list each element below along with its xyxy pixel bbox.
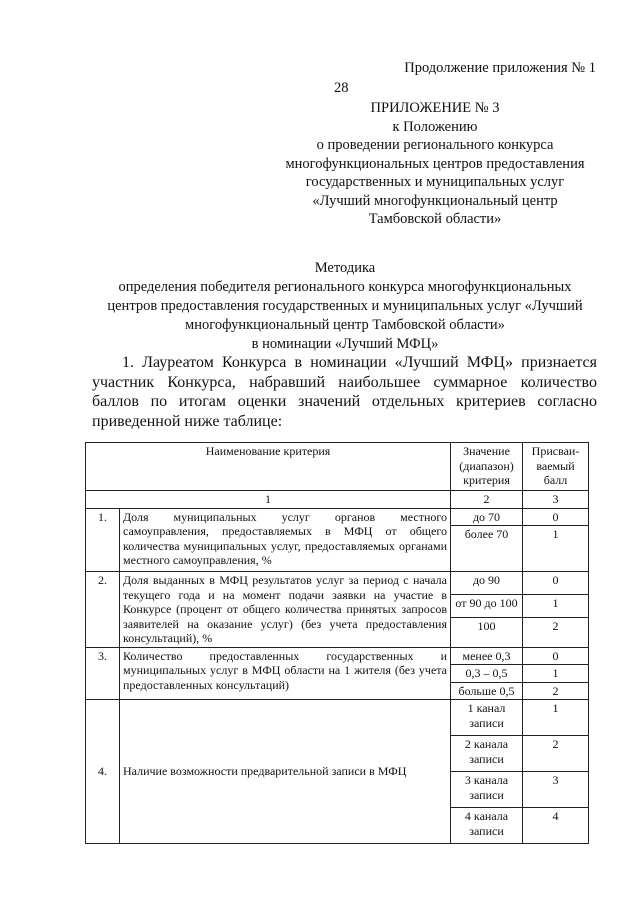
appendix-heading [270, 99, 600, 229]
column-number: 2 [451, 491, 523, 509]
method-heading [40, 259, 640, 354]
appendix-line: к Положению [392, 118, 478, 135]
criterion-score: 1 [523, 700, 589, 736]
method-title: Методика [314, 260, 376, 276]
row-number: 3. [86, 647, 120, 700]
criterion-score: 1 [523, 665, 589, 683]
criterion-score: 0 [523, 572, 589, 595]
column-number: 1 [86, 491, 451, 509]
criterion-value: 100 [451, 617, 523, 647]
appendix-line: о проведении регионального конкурса [316, 137, 554, 153]
criterion-score: 3 [523, 772, 589, 808]
criterion-text: Доля муниципальных услуг органов местного самоуправления, предоставляемых в МФЦ от общего количества муниципальных услуг, предоставляемых органами местного самоуправления, % [120, 508, 451, 572]
criterion-score: 2 [523, 736, 589, 772]
column-number: 3 [523, 491, 589, 509]
table-row [86, 572, 589, 595]
appendix-line: многофункциональных центров предоставления [285, 155, 585, 172]
row-number: 2. [86, 572, 120, 648]
criterion-value: 0,3 – 0,5 [451, 665, 523, 683]
header-value: Значение (диапазон) критерия [451, 443, 523, 491]
header-criterion-name: Наименование критерия [86, 443, 451, 491]
table-row [86, 508, 589, 526]
criterion-value: до 90 [451, 572, 523, 595]
criterion-value: 3 канала записи [451, 772, 523, 808]
criterion-value: более 70 [451, 526, 523, 572]
row-number: 1. [86, 508, 120, 572]
criterion-score: 1 [523, 594, 589, 617]
intro-paragraph: 1. Лауреатом Конкурса в номинации «Лучший МФЦ» признается участник Конкурса, набравший наибольшее суммарное количество баллов по итогам оценки значений отдельных критериев согласно приведенной ниже таблице: [92, 354, 597, 430]
criteria-table [85, 442, 589, 844]
criterion-score: 0 [523, 647, 589, 665]
row-number: 4. [86, 700, 120, 844]
criterion-value: до 70 [451, 508, 523, 526]
method-line: в номинации «Лучший МФЦ» [251, 336, 439, 352]
page-number: 28 [334, 80, 349, 96]
header-score: Присваи- ваемый балл [523, 443, 589, 491]
appendix-line: «Лучший многофункциональный центр [312, 192, 558, 209]
table-row [86, 647, 589, 665]
criterion-text: Доля выданных в МФЦ результатов услуг за период с начала текущего года и на момент подачи заявки на участие в Конкурсе (процент от общего количества принятых запросов заявителей на оказание услуг) (без учета предоставления консультаций), % [120, 572, 451, 648]
criterion-score: 2 [523, 682, 589, 700]
criterion-score: 0 [523, 508, 589, 526]
criterion-value: менее 0,3 [451, 647, 523, 665]
criterion-value: 2 канала записи [451, 736, 523, 772]
criterion-score: 1 [523, 526, 589, 572]
criterion-text: Количество предоставленных государственных и муниципальных услуг в МФЦ области на 1 жителя (без учета предоставленных консультаций) [120, 647, 451, 700]
method-line: многофункциональный центр Тамбовской области» [185, 317, 505, 333]
appendix-line: ПРИЛОЖЕНИЕ № 3 [370, 100, 500, 116]
appendix-line: государственных и муниципальных услуг [305, 174, 565, 190]
criterion-value: 4 канала записи [451, 808, 523, 844]
method-line: определения победителя регионального конкурса многофункциональных [118, 279, 572, 295]
table-row [86, 700, 589, 736]
criterion-value: 1 канал записи [451, 700, 523, 736]
method-line: центров предоставления государственных и муниципальных услуг «Лучший [107, 298, 583, 314]
criterion-score: 2 [523, 617, 589, 647]
appendix-line: Тамбовской области» [368, 211, 502, 227]
criterion-value: больше 0,5 [451, 682, 523, 700]
criterion-text: Наличие возможности предварительной записи в МФЦ [120, 700, 451, 844]
criterion-value: от 90 до 100 [451, 594, 523, 617]
continuation-note: Продолжение приложения № 1 [404, 60, 596, 76]
criterion-score: 4 [523, 808, 589, 844]
